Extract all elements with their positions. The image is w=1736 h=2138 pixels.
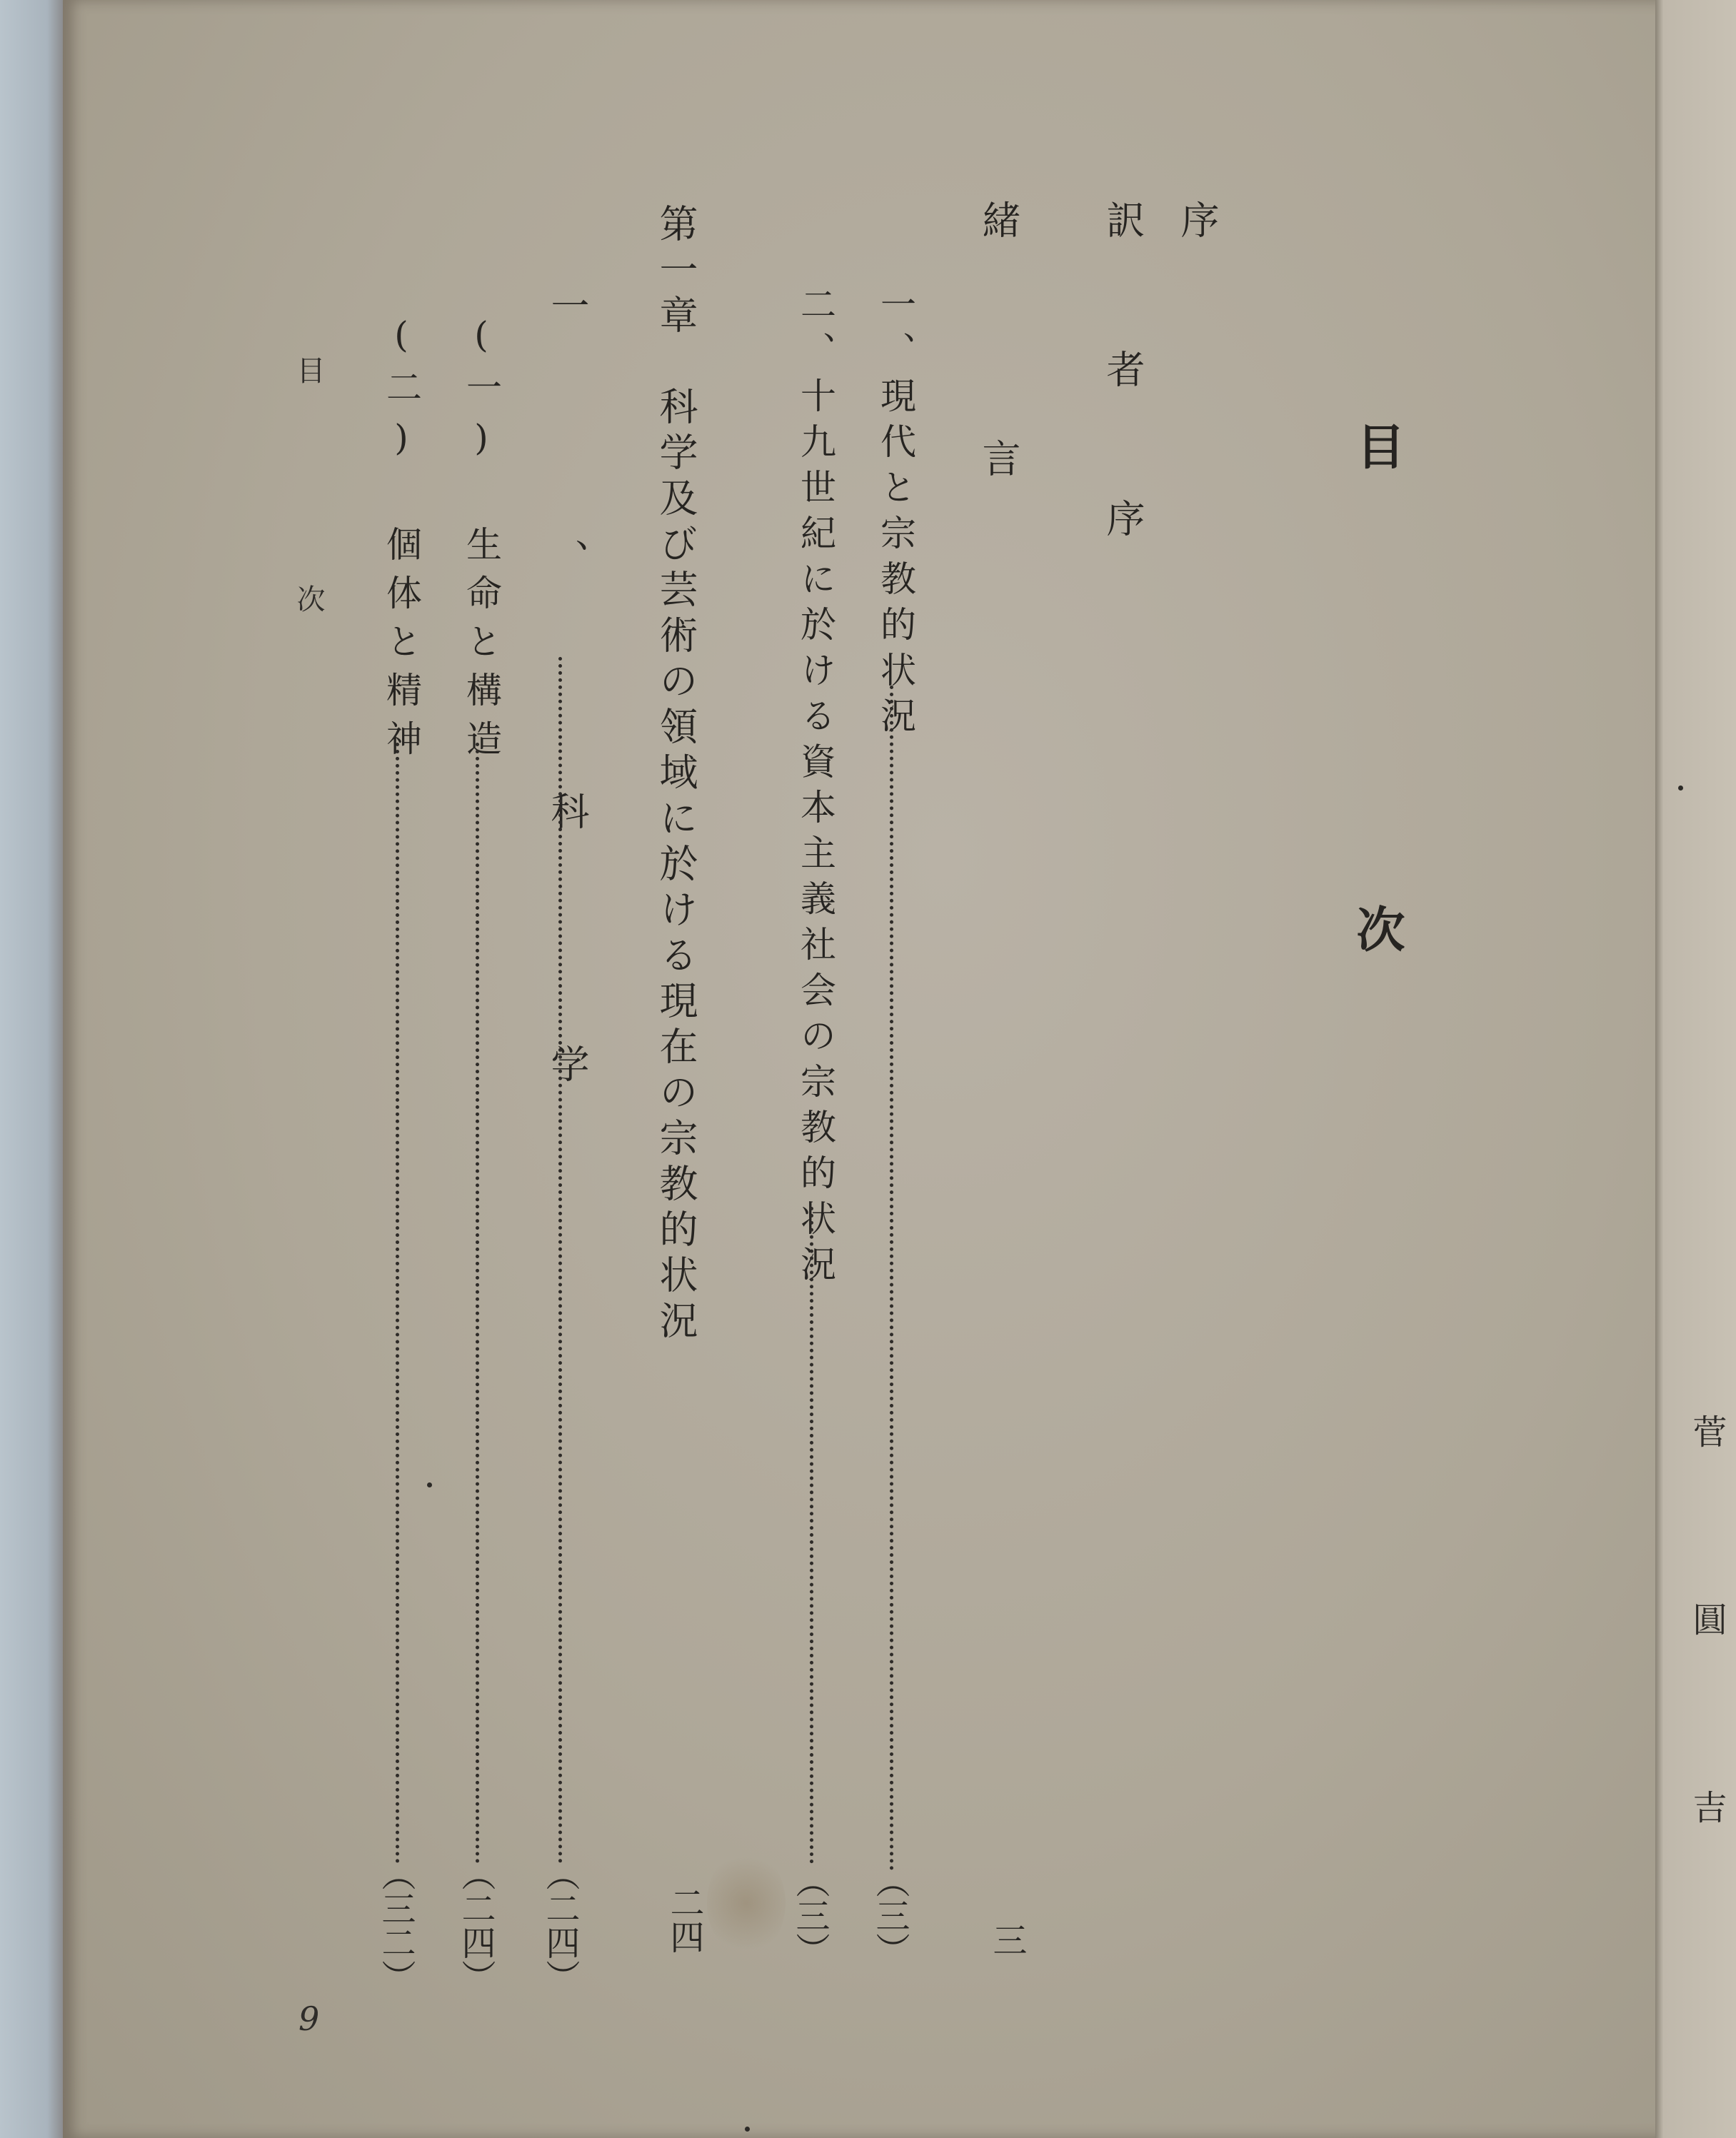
toc-page-chapter-1: 二四 (664, 1885, 704, 1954)
toc-page-introduction: 三 (987, 1922, 1027, 1957)
dot-leader (476, 743, 479, 1864)
toc-entry-chapter-1: 第一章 科学及び芸術の領域に於ける現在の宗教的状況 (653, 204, 698, 1346)
paper-speck (1678, 786, 1683, 791)
toc-entry-intro-1: 一、現代と宗教的状況 (875, 286, 916, 743)
toc-entry-translator-preface: 訳者序 (1100, 200, 1145, 648)
running-head: 目次 (292, 356, 325, 813)
toc-entry-introduction: 緒言 (976, 200, 1021, 677)
toc-page-intro-1: （三） (870, 1864, 910, 1967)
toc-entry-life-structure: (一) 生命と構造 (461, 314, 502, 768)
toc-entry-science: 一、科学 (545, 286, 590, 1297)
dot-leader (890, 686, 893, 1871)
side-page-author: 菅圓吉 (1687, 1414, 1727, 1977)
toc-page-life-structure: （二四） (456, 1857, 496, 1994)
book-page (63, 0, 1666, 2138)
paper-speck (745, 2127, 750, 2132)
dot-leader (810, 1207, 813, 1864)
dot-leader (558, 657, 562, 1864)
page-number: 9 (298, 1999, 320, 2038)
toc-title: 目 次 (1348, 421, 1405, 1145)
dot-leader (396, 743, 399, 1864)
toc-page-individual-spirit: （三二） (376, 1857, 416, 1994)
toc-entry-intro-2: 二、十九世紀に於ける資本主義社会の宗教的状況 (795, 286, 836, 1291)
toc-page-intro-2: （三） (790, 1864, 830, 1967)
toc-page-science: （二四） (540, 1857, 580, 1994)
paper-stain (707, 1850, 786, 1957)
toc-entry-individual-spirit: (二) 個体と精神 (381, 314, 422, 768)
paper-speck (427, 1482, 432, 1487)
toc-entry-preface: 序 (1175, 200, 1220, 254)
